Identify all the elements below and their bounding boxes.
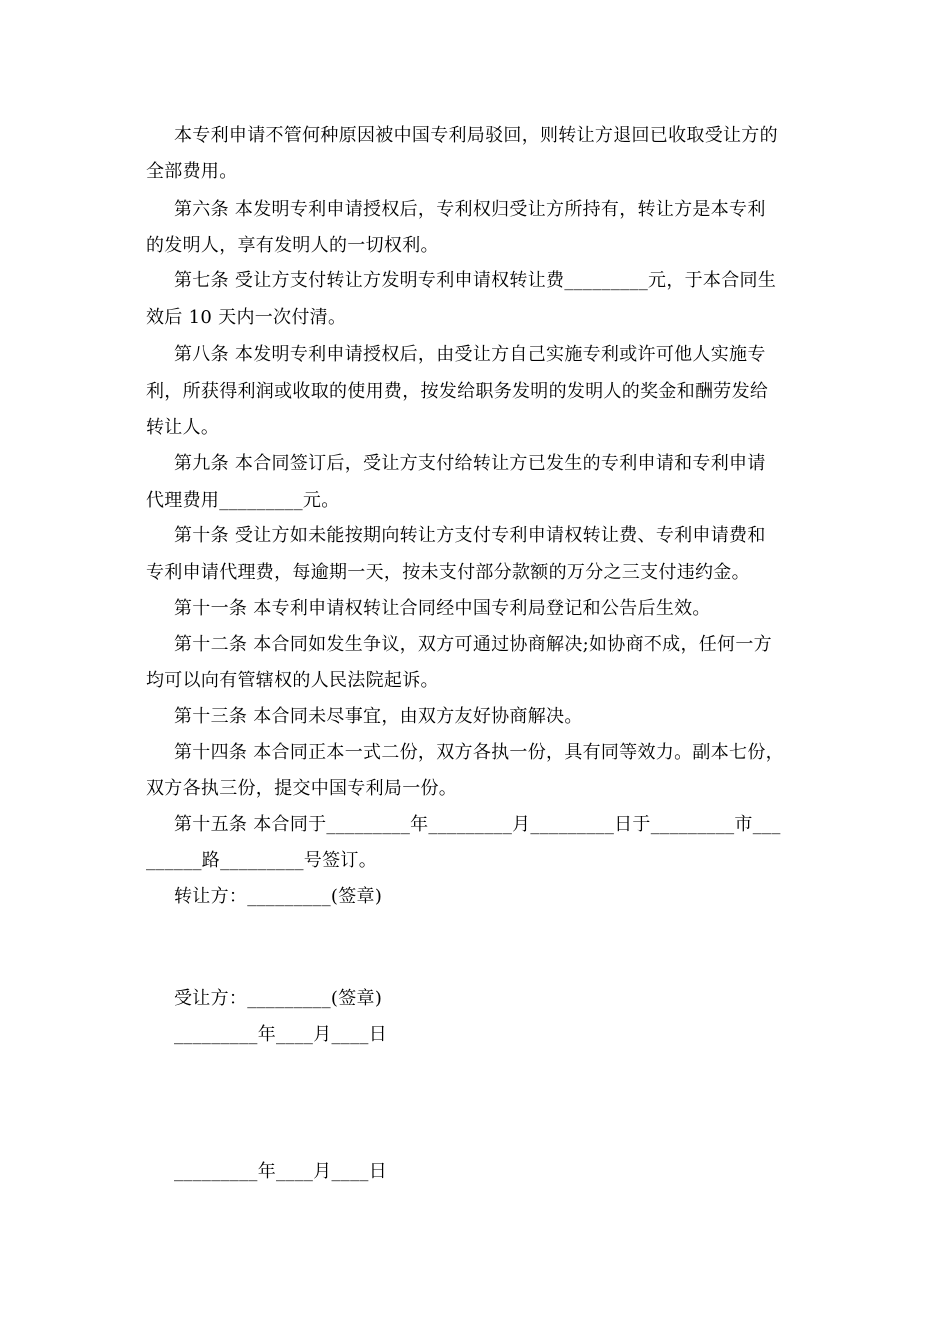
text-line: 全部费用。 [146,161,238,182]
text-line: 专利申请代理费，每逾期一天，按未支付部分款额的万分之三支付违约金。 [146,562,750,583]
text-line: 均可以向有管辖权的人民法院起诉。 [146,670,439,691]
text-line: 双方各执三份，提交中国专利局一份。 [146,778,458,799]
text-line: 代理费用_________元。 [146,490,340,511]
article-9: 第九条 本合同签订后，受让方支付给转让方已发生的专利申请和专利申请 [174,453,766,474]
text-line: 利，所获得利润或收取的使用费，按发给职务发明的发明人的奖金和酬劳发给 [146,381,769,402]
text-line: 的发明人，享有发明人的一切权利。 [146,235,439,256]
text-line: 本专利申请不管何种原因被中国专利局驳回，则转让方退回已收取受让方的 [174,125,778,146]
article-13: 第十三条 本合同未尽事宜，由双方友好协商解决。 [174,706,583,727]
article-11: 第十一条 本专利申请权转让合同经中国专利局登记和公告后生效。 [174,598,711,619]
article-12: 第十二条 本合同如发生争议，双方可通过协商解决;如协商不成，任何一方 [174,634,772,655]
article-8: 第八条 本发明专利申请授权后，由受让方自己实施专利或许可他人实施专 [174,344,766,365]
text-line: 转让人。 [146,417,220,438]
signature-date: _________年____月____日 [174,1161,387,1182]
article-7: 第七条 受让方支付转让方发明专利申请权转让费_________元，于本合同生 [174,270,777,291]
transferor-signature: 转让方：_________(签章) [174,886,383,907]
transferee-signature: 受让方：_________(签章) [174,988,383,1009]
article-10: 第十条 受让方如未能按期向转让方支付专利申请权转让费、专利申请费和 [174,525,766,546]
text-line: 效后 10 天内一次付清。 [146,307,347,328]
article-15: 第十五条 本合同于_________年_________月_________日于_________市___ [174,814,781,835]
article-6: 第六条 本发明专利申请授权后，专利权归受让方所持有，转让方是本专利 [174,199,766,220]
article-14: 第十四条 本合同正本一式二份，双方各执一份，具有同等效力。副本七份， [174,742,784,763]
text-line: ______路_________号签订。 [146,850,377,871]
signature-date: _________年____月____日 [174,1024,387,1045]
